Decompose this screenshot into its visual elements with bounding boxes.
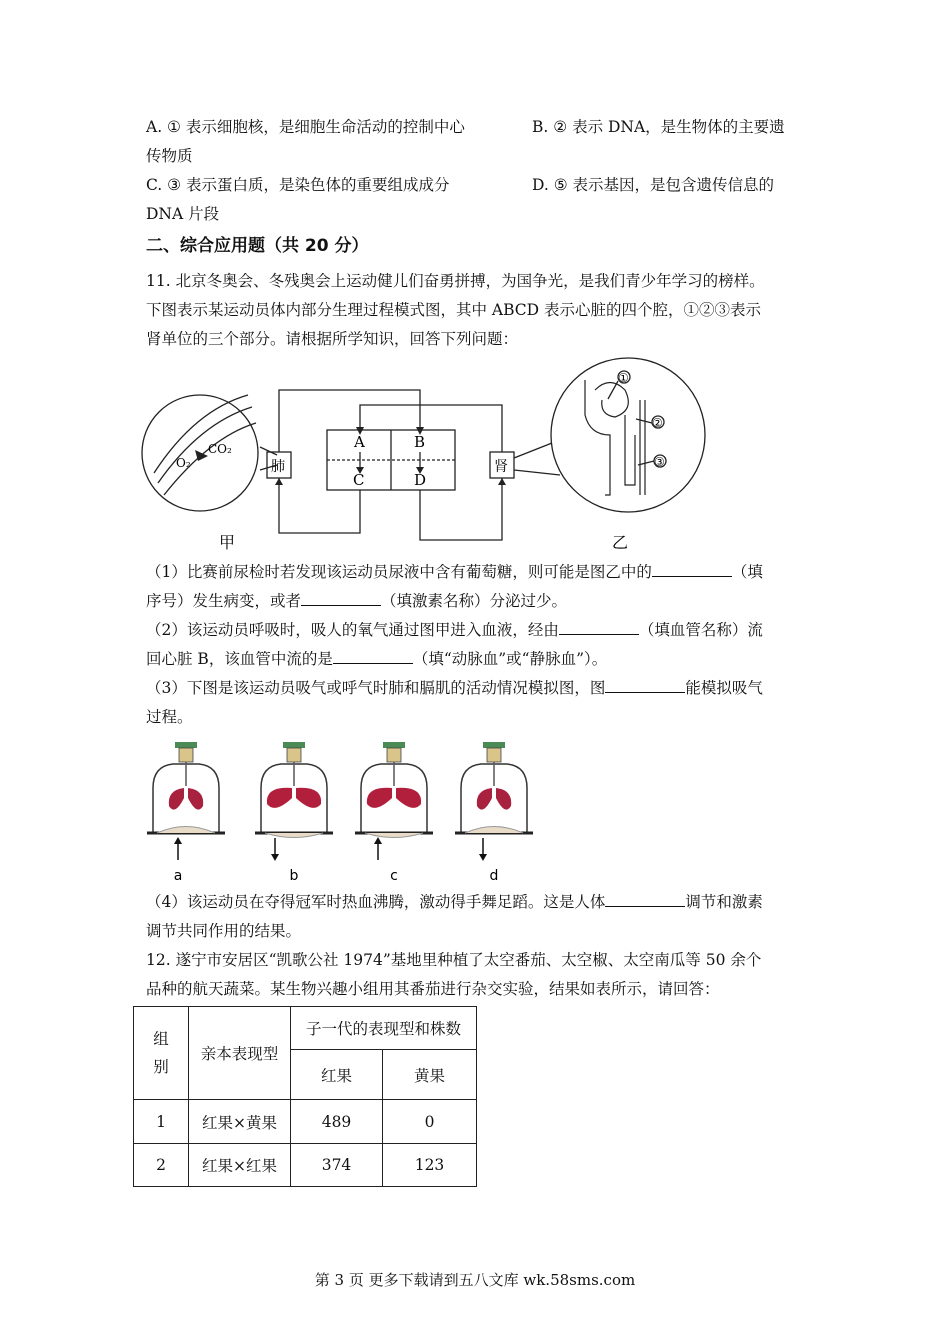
q11-intro-line2: 下图表示某运动员体内部分生理过程模式图，其中 ABCD 表示心脏的四个腔，①②③表示 (146, 301, 762, 319)
page-footer: 第 3 页 更多下载请到五八文库 wk.58sms.com (314, 1271, 636, 1289)
results-table (133, 1006, 477, 1187)
table-row (134, 1144, 477, 1187)
o2-label: O₂ (176, 456, 191, 470)
figure-jia-label: 甲 (219, 533, 236, 552)
header-yellow: 黄果 (383, 1050, 477, 1100)
cell-yellow: 123 (383, 1144, 477, 1187)
cell-group: 2 (134, 1144, 189, 1187)
jar-c (355, 742, 433, 860)
option-d: D. ⑤ 表示基因，是包含遗传信息的 (532, 176, 775, 194)
jar-d (455, 742, 533, 861)
jar-a-label: a (173, 868, 183, 884)
answer-blank-5[interactable] (605, 678, 685, 693)
q11-part3-line2: 过程。 (146, 708, 193, 726)
option-b: B. ② 表示 DNA，是生物体的主要遗 (532, 118, 785, 136)
lung-label: 肺 (271, 459, 285, 475)
header-parent: 亲本表现型 (189, 1007, 291, 1100)
q11-part1-line2: 序号）发生病变，或者 （填激素名称）分泌过少。 (146, 592, 568, 610)
chamber-a-label: A (354, 433, 365, 451)
chamber-d-label: D (414, 471, 427, 489)
answer-blank-3[interactable] (559, 620, 639, 635)
circulation-diagram (140, 355, 720, 560)
answer-blank-1[interactable] (652, 562, 732, 577)
option-a: A. ① 表示细胞核，是细胞生命活动的控制中心 (146, 118, 465, 136)
option-c: C. ③ 表示蛋白质，是染色体的重要组成成分 (146, 176, 450, 194)
q11-part4-line1: （4）该运动员在夺得冠军时热血沸腾，激动得手舞足蹈。这是人体 调节和激素 (146, 893, 763, 911)
table-row (134, 1100, 477, 1144)
cell-red: 489 (291, 1100, 383, 1144)
cell-parent: 红果×黄果 (189, 1100, 291, 1144)
co2-label: CO₂ (208, 442, 232, 456)
chamber-c-label: C (353, 471, 365, 489)
q11-part1-line1: （1）比赛前尿检时若发现该运动员尿液中含有葡萄糖，则可能是图乙中的 （填 (146, 563, 763, 581)
jar-b (255, 742, 333, 861)
header-offspring: 子一代的表现型和株数 (291, 1007, 477, 1050)
q12-intro-line2: 品种的航天蔬菜。某生物兴趣小组用其番茄进行杂交实验，结果如表所示，请回答： (146, 980, 720, 998)
nephron-part-1-label: ① (618, 371, 629, 385)
q11-part3-line1: （3）下图是该运动员吸气或呼气时肺和膈肌的活动情况模拟图，图 能模拟吸气 (146, 679, 763, 697)
nephron-part-2-label: ② (652, 416, 663, 430)
q11-part4-line2: 调节共同作用的结果。 (146, 922, 302, 940)
cell-group: 1 (134, 1100, 189, 1144)
answer-blank-2[interactable] (301, 591, 381, 606)
q12-intro-line1: 12. 遂宁市安居区“凯歌公社 1974”基地里种植了太空番茄、太空椒、太空南瓜等 50 余个 (146, 951, 762, 969)
q11-intro-line3: 肾单位的三个部分。请根据所学知识，回答下列问题： (146, 330, 519, 348)
section-heading: 二、综合应用题（共 20 分） (146, 236, 369, 256)
chamber-b-label: B (414, 433, 426, 451)
option-b-continued: 传物质 (146, 147, 193, 165)
header-red: 红果 (291, 1050, 383, 1100)
q11-intro-line1: 11. 北京冬奥会、冬残奥会上运动健儿们奋勇拼搏，为国争光，是我们青少年学习的榜样。 (146, 272, 765, 290)
jar-a (147, 742, 225, 860)
nephron-part-3-label: ③ (654, 455, 665, 469)
cell-red: 374 (291, 1144, 383, 1187)
jar-d-label: d (489, 868, 499, 884)
cell-parent: 红果×红果 (189, 1144, 291, 1187)
option-d-continued: DNA 片段 (146, 205, 220, 223)
q11-part2-line2: 回心脏 B，该血管中流的是 （填“动脉血”或“静脉血”）。 (146, 650, 608, 668)
bell-jar-models (145, 738, 545, 888)
answer-blank-6[interactable] (605, 892, 685, 907)
kidney-label: 肾 (494, 459, 508, 475)
cell-yellow: 0 (383, 1100, 477, 1144)
jar-c-label: c (390, 868, 398, 884)
figure-yi-label: 乙 (612, 533, 629, 552)
answer-blank-4[interactable] (333, 649, 413, 664)
jar-b-label: b (289, 868, 299, 884)
header-group: 组 别 (134, 1007, 189, 1100)
q11-part2-line1: （2）该运动员呼吸时，吸人的氧气通过图甲进入血液，经由 （填血管名称）流 (146, 621, 763, 639)
